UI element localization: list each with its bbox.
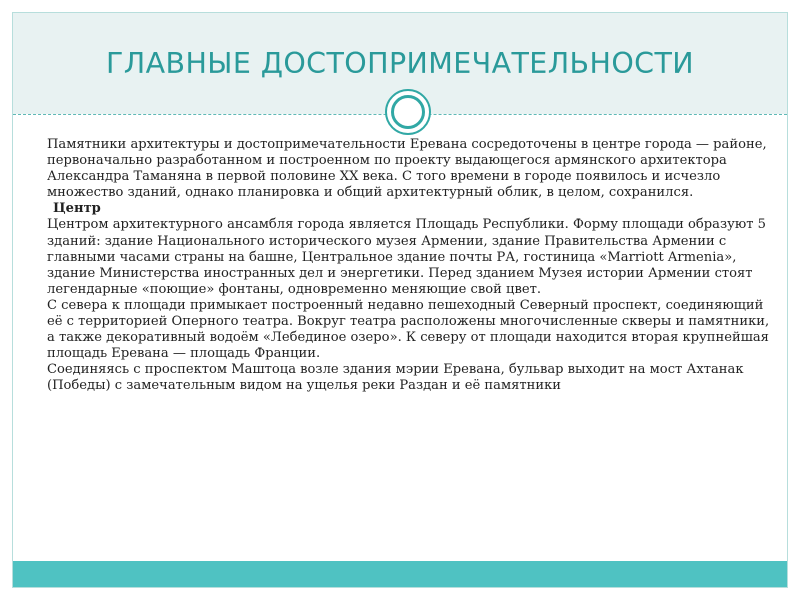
- section-heading-center: Центр: [53, 201, 101, 217]
- paragraph-republic-square: Центром архитектурного ансамбля города является Площадь Республики. Форму площади образуют 5 зданий: здание Национального исторического музея Армении, здание Правительства Армении с главными часами страны на башне, Центральное здание почты РА, гостиница «Marriott Armenia», здание Министерства иностранных дел и энергетики. Перед зданием Музея истории Армении стоят легендарные «поющие» фонтаны, одновременно меняющие свой цвет.: [47, 217, 766, 297]
- paragraph-boulevard: Соединяясь с проспектом Маштоца возле здания мэрии Еревана, бульвар выходит на мост Ахтанак (Победы) с замечательным видом на ущелья реки Раздан и её памятники: [47, 362, 744, 394]
- paragraph-northern-avenue: С севера к площади примыкает построенный недавно пешеходный Северный проспект, соединяющий её с территорией Оперного театра. Вокруг театра расположены многочисленные скверы и памятники, а также декоративный водоём «Лебединое озеро». К северу от площади находится вторая крупнейшая площадь Еревана — площадь Франции.: [47, 297, 770, 362]
- double-ring-circle-icon: [385, 89, 431, 135]
- footer-band: [13, 561, 787, 587]
- slide-frame: [12, 12, 788, 588]
- paragraph-intro: Памятники архитектуры и достопримечательности Еревана сосредоточены в центре города — районе, первоначально разработанном и построенном по проекту выдающегося армянского архитектора Александра Таманяна в первой половине XX века. С того времени в городе появилось и исчезло множество зданий, однако планировка и общий архитектурный облик, в целом, сохранился.: [47, 137, 767, 201]
- slide-title: ГЛАВНЫЕ ДОСТОПРИМЕЧАТЕЛЬНОСТИ: [105, 47, 694, 80]
- slide-body: [47, 137, 771, 395]
